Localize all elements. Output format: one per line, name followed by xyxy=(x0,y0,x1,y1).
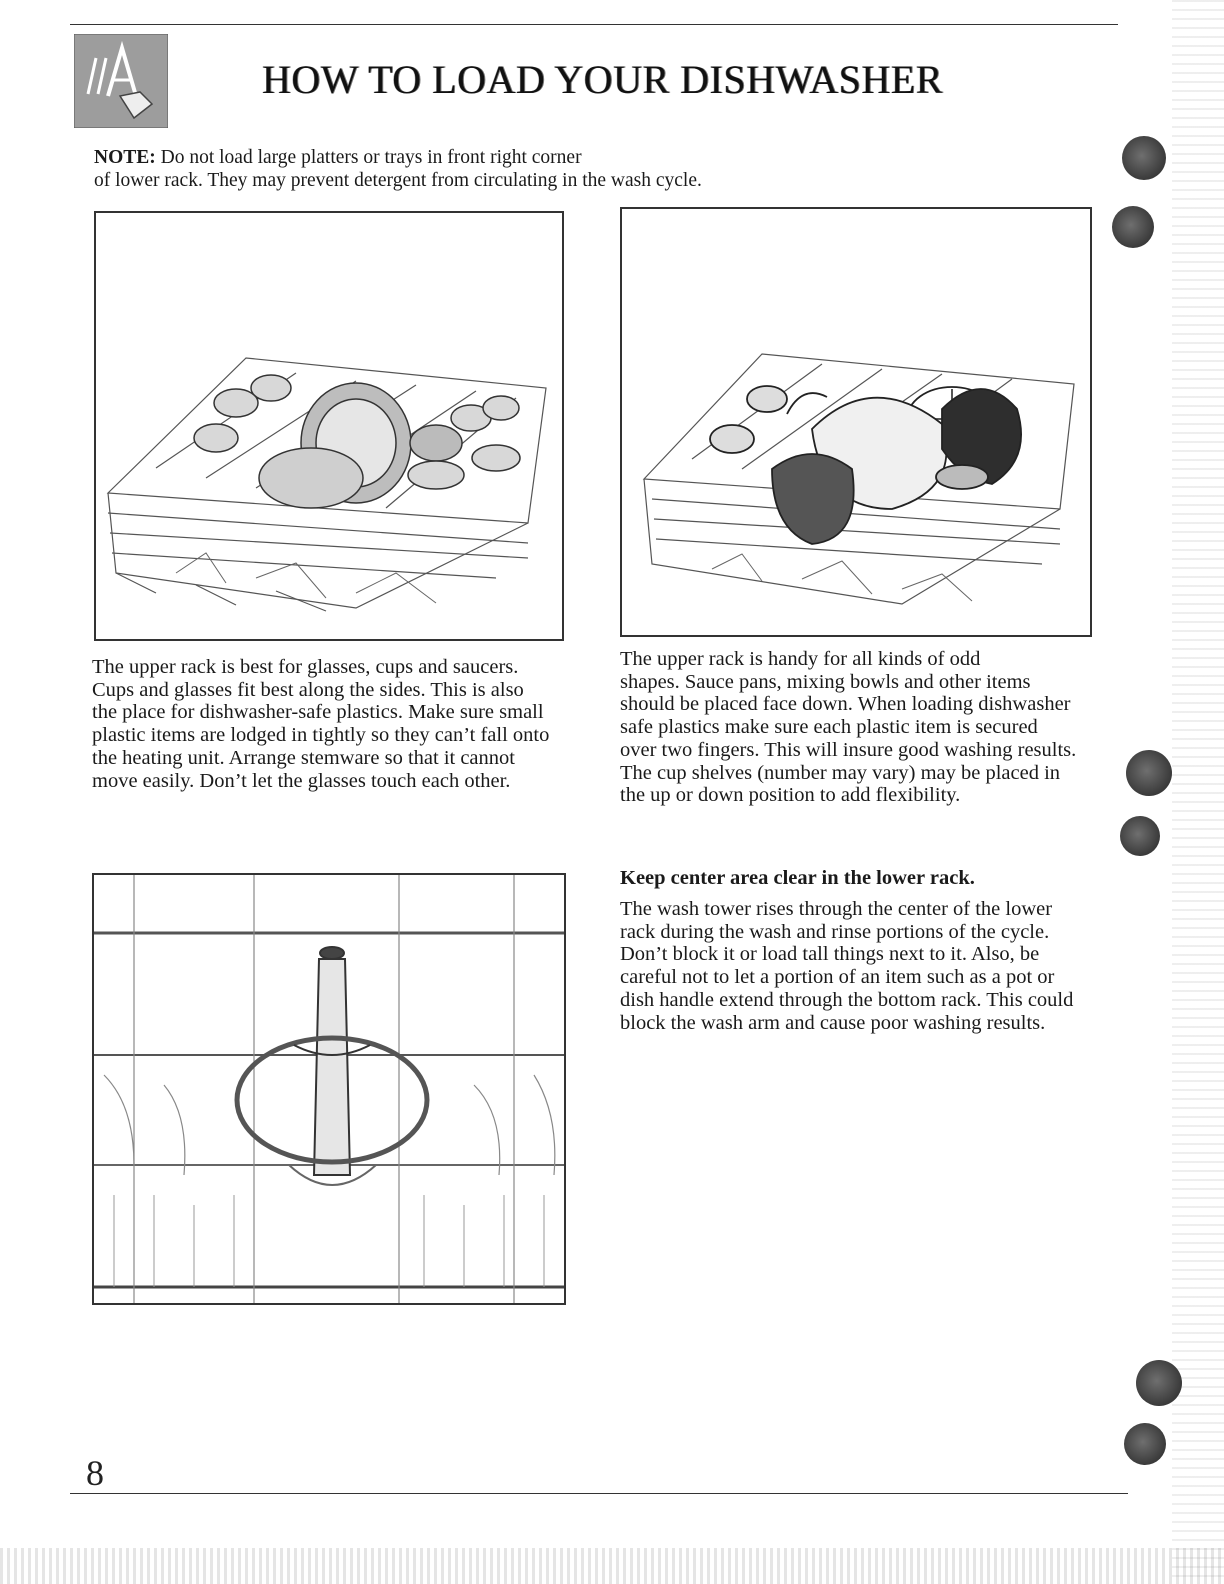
upper-rack-pans-illustration xyxy=(620,207,1092,637)
binder-hole-icon xyxy=(1120,816,1160,856)
text-line: safe plastics make sure each plastic item is secured xyxy=(620,716,1038,739)
lower-rack-heading: Keep center area clear in the lower rack. xyxy=(620,867,975,889)
note-label: NOTE: xyxy=(94,147,156,168)
text-line: careful not to let a portion of an item such as a pot or xyxy=(620,966,1055,989)
text-line: rack during the wash and rinse portions of the cycle. xyxy=(620,920,1050,943)
text-line: The wash tower rises through the center of the lower xyxy=(620,898,1053,920)
text-line: should be placed face down. When loading dishwasher xyxy=(620,693,1071,716)
lower-rack-text xyxy=(620,898,1120,1034)
binder-hole-icon xyxy=(1126,750,1172,796)
scan-bottom-artifact xyxy=(0,1548,1224,1584)
text-line: dish handle extend through the bottom rack. This could xyxy=(620,988,1074,1011)
upper-rack-glasses-text xyxy=(92,656,592,792)
text-line: The cup shelves (number may vary) may be placed in xyxy=(620,761,1061,784)
binder-hole-icon xyxy=(1124,1423,1166,1465)
page-number: 8 xyxy=(86,1453,104,1493)
upper-rack-glasses-illustration xyxy=(94,211,564,641)
text-line: plastic items are lodged in tightly so they can’t fall onto xyxy=(92,724,550,747)
text-line: Don’t block it or load tall things next to it. Also, be xyxy=(620,943,1040,966)
text-line: move easily. Don’t let the glasses touch each other. xyxy=(92,769,511,792)
note-text xyxy=(94,146,814,192)
bottom-rule xyxy=(70,1493,1128,1494)
text-line: The upper rack is best for glasses, cups and saucers. xyxy=(92,656,519,678)
binder-hole-icon xyxy=(1122,136,1166,180)
top-rule xyxy=(70,24,1118,25)
text-line: the place for dishwasher-safe plastics. Make sure small xyxy=(92,701,544,724)
text-line: block the wash arm and cause poor washing results. xyxy=(620,1011,1046,1034)
wash-tower-illustration xyxy=(92,873,566,1305)
text-line: the heating unit. Arrange stemware so that it cannot xyxy=(92,746,515,769)
note-line1: Do not load large platters or trays in front right corner xyxy=(155,147,582,168)
scan-edge-artifact xyxy=(1172,0,1224,1584)
text-line: The upper rack is handy for all kinds of odd xyxy=(620,648,981,670)
upper-rack-pans-text xyxy=(620,648,1120,807)
binder-hole-icon xyxy=(1112,206,1154,248)
text-line: Cups and glasses fit best along the sides. This is also xyxy=(92,678,524,701)
text-line: shapes. Sauce pans, mixing bowls and other items xyxy=(620,670,1031,693)
page-title: HOW TO LOAD YOUR DISHWASHER xyxy=(262,57,943,102)
binder-hole-icon xyxy=(1136,1360,1182,1406)
text-line: over two fingers. This will insure good washing results. xyxy=(620,738,1077,761)
note-line2: of lower rack. They may prevent detergent from circulating in the wash cycle. xyxy=(94,170,702,191)
text-line: the up or down position to add flexibility. xyxy=(620,784,961,807)
rack-loading-logo-icon xyxy=(74,34,168,128)
